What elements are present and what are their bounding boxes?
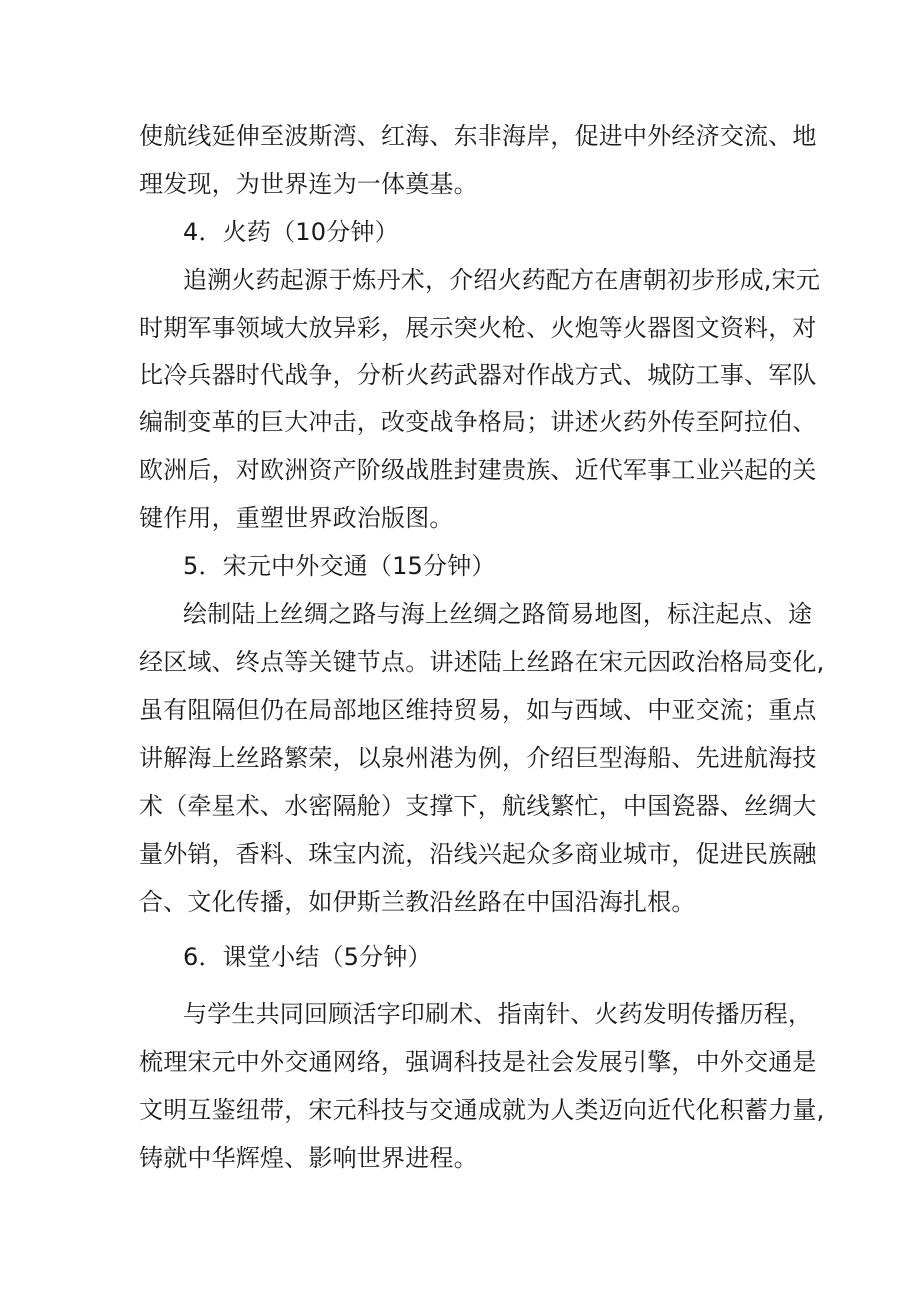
section-heading-4: 4．火药（10分钟） — [183, 218, 399, 246]
paragraph-line: 追溯火药起源于炼丹术，介绍火药配方在唐朝初步形成,宋元 — [183, 266, 821, 294]
paragraph-line: 欧洲后，对欧洲资产阶级战胜封建贵族、近代军事工业兴起的关 — [139, 456, 817, 484]
paragraph-line: 理发现，为世界连为一体奠基。 — [139, 170, 478, 198]
paragraph-line: 比冷兵器时代战争，分析火药武器对作战方式、城防工事、军队 — [139, 361, 817, 389]
paragraph-line: 量外销，香料、珠宝内流，沿线兴起众多商业城市，促进民族融 — [139, 840, 817, 868]
paragraph-line: 与学生共同回顾活字印刷术、指南针、火药发明传播历程， — [183, 1000, 813, 1028]
paragraph-line: 绘制陆上丝绸之路与海上丝绸之路简易地图，标注起点、途 — [183, 600, 813, 628]
paragraph-line: 文明互鉴纽带，宋元科技与交通成就为人类迈向近代化积蓄力量, — [139, 1096, 825, 1124]
paragraph-line: 合、文化传播，如伊斯兰教沿丝路在中国沿海扎根。 — [139, 888, 696, 916]
paragraph-line: 讲解海上丝路繁荣，以泉州港为例，介绍巨型海船、先进航海技 — [139, 744, 817, 772]
paragraph-line: 虽有阻隔但仍在局部地区维持贸易，如与西域、中亚交流；重点 — [139, 696, 817, 724]
paragraph-line: 经区域、终点等关键节点。讲述陆上丝路在宋元因政治格局变化, — [139, 648, 825, 676]
paragraph-line: 铸就中华辉煌、影响世界进程。 — [139, 1144, 478, 1172]
paragraph-line: 编制变革的巨大冲击，改变战争格局；讲述火药外传至阿拉伯、 — [139, 408, 817, 436]
paragraph-line: 使航线延伸至波斯湾、红海、东非海岸，促进中外经济交流、地 — [139, 122, 817, 150]
section-heading-5: 5．宋元中外交通（15分钟） — [183, 552, 496, 580]
paragraph-line: 键作用，重塑世界政治版图。 — [139, 504, 454, 532]
section-heading-6: 6．课堂小结（5分钟） — [183, 943, 432, 971]
paragraph-line: 术（牵星术、水密隔舱）支撑下，航线繁忙，中国瓷器、丝绸大 — [139, 792, 817, 820]
paragraph-line: 梳理宋元中外交通网络，强调科技是社会发展引擎，中外交通是 — [139, 1048, 817, 1076]
paragraph-line: 时期军事领域大放异彩，展示突火枪、火炮等火器图文资料，对 — [139, 314, 817, 342]
